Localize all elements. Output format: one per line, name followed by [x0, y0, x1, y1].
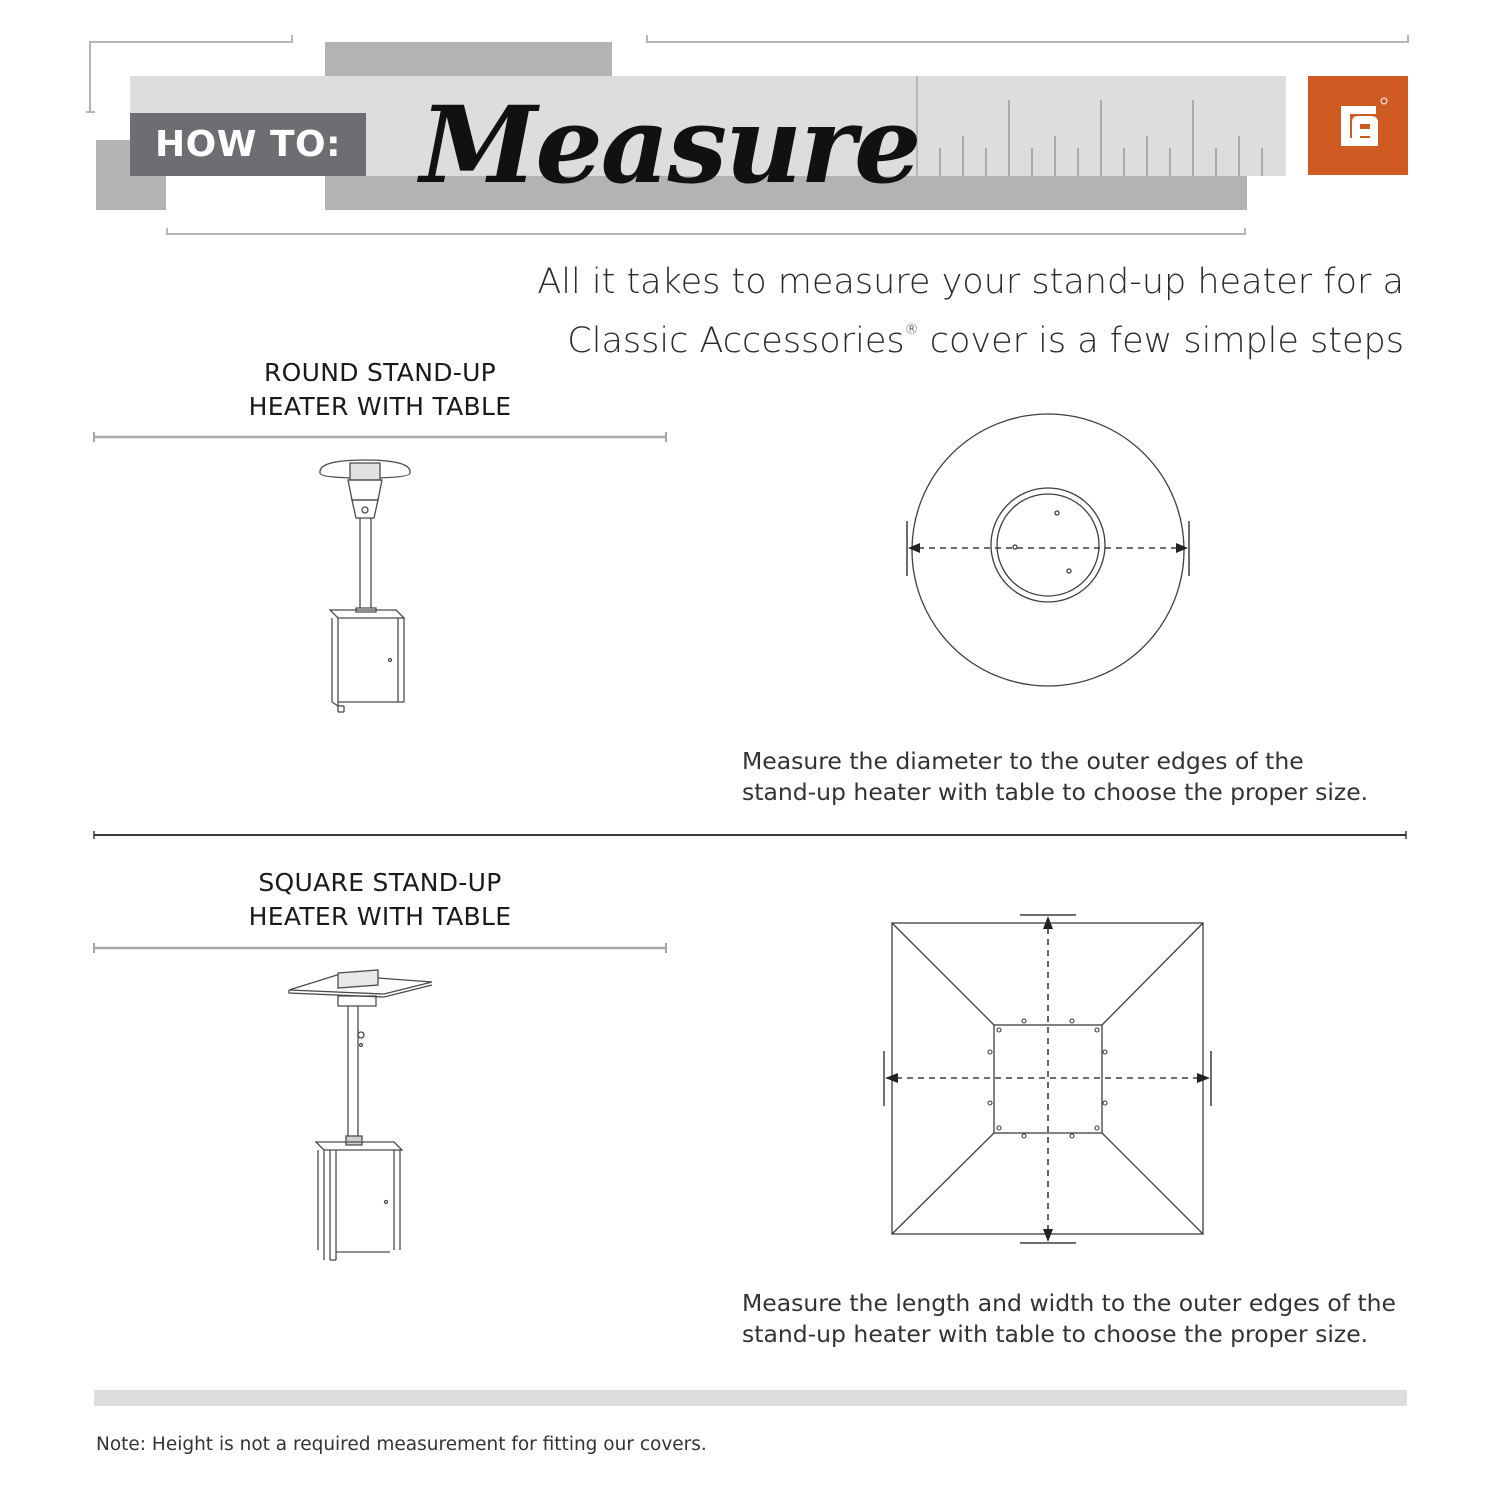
- square-caption: [742, 1288, 1422, 1350]
- square-title-line-1: SQUARE STAND-UP: [258, 868, 502, 897]
- registered-mark: ®: [904, 322, 919, 338]
- square-title-line-2: HEATER WITH TABLE: [248, 902, 512, 931]
- footer-bar: [94, 1390, 1407, 1406]
- page-title: Measure: [420, 82, 920, 207]
- footer-note: Note: Height is not a required measurement for fitting our covers.: [96, 1434, 707, 1455]
- intro-brand: Classic Accessories: [567, 321, 905, 361]
- round-caption-line-2: stand-up heater with table to choose the proper size.: [742, 778, 1369, 806]
- howto-label: HOW TO:: [130, 113, 366, 176]
- intro-line-2-rest: cover is a few simple steps: [918, 321, 1404, 361]
- round-title-line-1: ROUND STAND-UP: [263, 358, 497, 387]
- intro-line-1: All it takes to measure your stand-up heater for a: [537, 262, 1404, 302]
- square-caption-line-2: stand-up heater with table to choose the proper size.: [742, 1320, 1369, 1348]
- square-caption-line-1: Measure the length and width to the outer edges of the: [742, 1289, 1397, 1317]
- round-title-line-2: HEATER WITH TABLE: [248, 392, 512, 421]
- round-caption-line-1: Measure the diameter to the outer edges of the: [742, 747, 1304, 775]
